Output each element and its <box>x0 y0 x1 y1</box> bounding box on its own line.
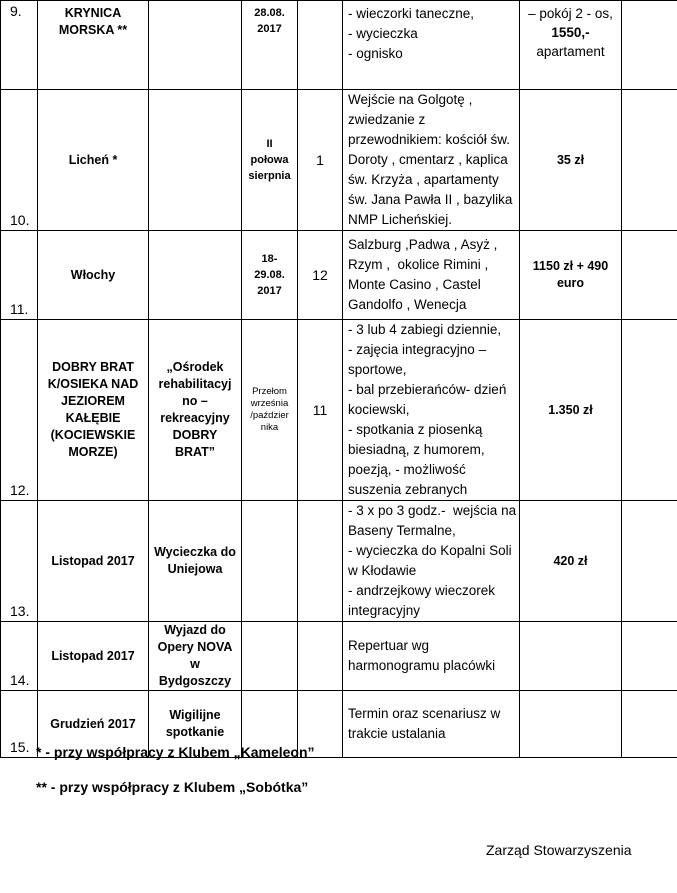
table-row <box>1 1 677 90</box>
row-number: 9. <box>1 1 38 90</box>
price-cell: 1150 zł + 490 euro <box>520 231 622 320</box>
table-row <box>1 320 677 501</box>
price-cell: 35 zł <box>520 90 622 231</box>
program-cell: Wejście na Golgotę , zwiedzanie z przewodnikiem: kościół św. Doroty , cmentarz , kaplica św. Krzyża , apartamenty św. Jana Pawła II , bazylika NMP Licheńskiej. <box>343 90 520 231</box>
price-cell: 420 zł <box>520 501 622 622</box>
organizer-cell: Wyjazd do Opery NOVA w Bydgoszczy <box>149 622 242 691</box>
organizer-cell <box>149 231 242 320</box>
destination-cell: Listopad 2017 <box>38 622 149 691</box>
organizer-cell <box>149 90 242 231</box>
table-row <box>1 231 677 320</box>
notes-cell <box>622 691 677 758</box>
row-number: 10. <box>1 90 38 231</box>
table-row <box>1 501 677 622</box>
notes-cell <box>622 231 677 320</box>
row-number: 15. <box>1 691 38 758</box>
days-cell <box>298 1 343 90</box>
row-number: 11. <box>1 231 38 320</box>
footnote-sobotka: ** - przy współpracy z Klubem „Sobótka” <box>36 779 309 795</box>
notes-cell <box>622 622 677 691</box>
notes-cell <box>622 1 677 90</box>
destination-cell: Listopad 2017 <box>38 501 149 622</box>
destination-cell: KRYNICA MORSKA ** <box>38 1 149 90</box>
program-cell: Termin oraz scenariusz w trakcie ustalania <box>343 691 520 758</box>
program-cell: - wieczorki taneczne, - wycieczka - ognisko <box>343 1 520 90</box>
table-row <box>1 622 677 691</box>
program-cell: Salzburg ,Padwa , Asyż , Rzym , okolice Rimini , Monte Casino , Castel Gandolfo , Wenecja <box>343 231 520 320</box>
date-cell <box>242 501 298 622</box>
row-number: 14. <box>1 622 38 691</box>
signature: Zarząd Stowarzyszenia <box>486 842 632 858</box>
days-cell <box>298 501 343 622</box>
notes-cell <box>622 90 677 231</box>
date-cell: 28.08. 2017 <box>242 1 298 90</box>
days-cell <box>298 622 343 691</box>
destination-cell: Grudzień 2017 <box>38 691 149 758</box>
date-cell: 18- 29.08. 2017 <box>242 231 298 320</box>
destination-cell: Włochy <box>38 231 149 320</box>
row-number: 13. <box>1 501 38 622</box>
table-row <box>1 90 677 231</box>
price-cell <box>520 622 622 691</box>
organizer-cell: Wigilijne spotkanie <box>149 691 242 758</box>
date-cell <box>242 622 298 691</box>
destination-cell: DOBRY BRAT K/OSIEKA NAD JEZIOREM KAŁĘBIE (KOCIEWSKIE MORZE) <box>38 320 149 501</box>
destination-cell: Licheń * <box>38 90 149 231</box>
date-cell: II połowa sierpnia <box>242 90 298 231</box>
price-cell: 1.350 zł <box>520 320 622 501</box>
date-cell: Przełom września /paździer nika <box>242 320 298 501</box>
organizer-cell: Wycieczka do Uniejowa <box>149 501 242 622</box>
days-cell: 1 <box>298 90 343 231</box>
days-cell: 12 <box>298 231 343 320</box>
notes-cell <box>622 320 677 501</box>
organizer-cell: „Ośrodek rehabilitacyj no – rekreacyjny DOBRY BRAT” <box>149 320 242 501</box>
program-cell: - 3 x po 3 godz.- wejścia na Baseny Termalne, - wycieczka do Kopalni Soli w Kłodawie - andrzejkowy wieczorek integracyjny <box>343 501 520 622</box>
notes-cell <box>622 501 677 622</box>
program-cell: - 3 lub 4 zabiegi dziennie, - zajęcia integracyjno – sportowe, - bal przebierańców- dzień kociewski, - spotkania z piosenką biesiadną, z humorem, poezją, - możliwość suszenia zebranych <box>343 320 520 501</box>
days-cell: 11 <box>298 320 343 501</box>
price-cell <box>520 691 622 758</box>
program-cell: Repertuar wg harmonogramu placówki <box>343 622 520 691</box>
footnote-kameleon: * - przy współpracy z Klubem „Kameleon” <box>36 744 315 760</box>
organizer-cell <box>149 1 242 90</box>
price-cell: – pokój 2 - os, 1550,- apartament <box>520 1 622 90</box>
row-number: 12. <box>1 320 38 501</box>
